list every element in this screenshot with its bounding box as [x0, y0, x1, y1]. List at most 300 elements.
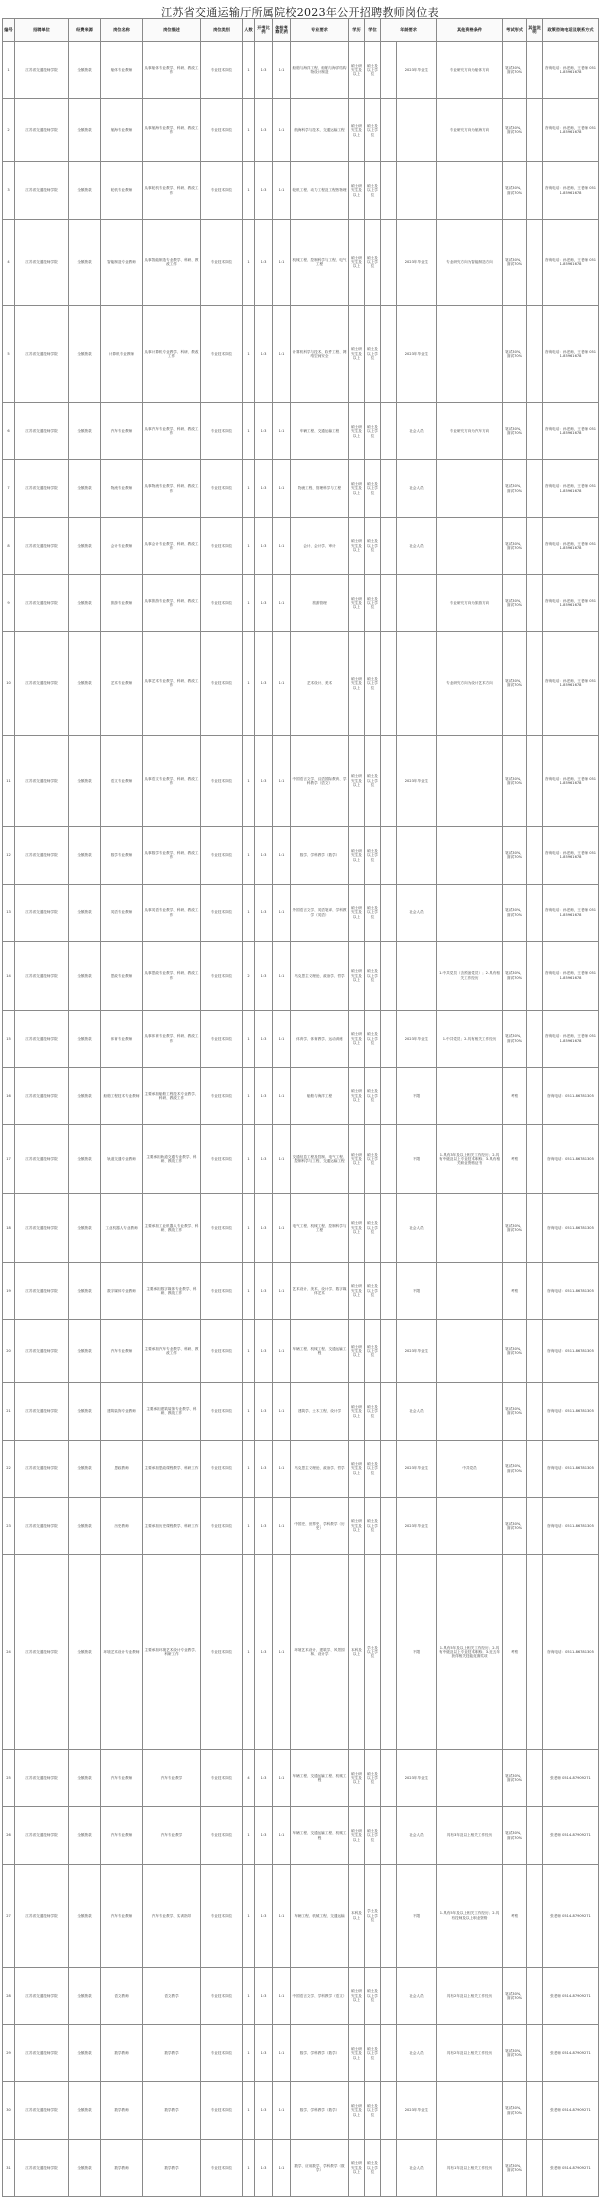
- table-cell: 张老师 0514-87909271: [543, 1807, 599, 1864]
- table-cell: 建筑学、土木工程、设计学: [291, 1383, 349, 1440]
- table-cell: 1:1: [273, 1807, 291, 1864]
- table-cell: 硕士及以上学位: [365, 884, 381, 941]
- table-cell: 社会人员: [397, 460, 437, 517]
- table-cell: 汽车专业教师: [101, 1320, 143, 1383]
- table-cell: 从事体育专业教学、科研、教改工作: [143, 1010, 201, 1067]
- table-cell: 1:1: [273, 42, 291, 99]
- table-cell: [437, 517, 503, 574]
- table-cell: 3: [3, 162, 15, 219]
- table-cell: 硕士及以上学位: [365, 1497, 381, 1554]
- table-cell: 专业技术岗位: [201, 1555, 243, 1750]
- table-cell: 语文专业教师: [101, 735, 143, 827]
- table-cell: [381, 1864, 397, 1967]
- table-cell: 笔试30%，面试70%: [503, 2139, 527, 2196]
- table-cell: 会计、会计学、审计: [291, 517, 349, 574]
- table-cell: 学士及以上学位: [365, 1864, 381, 1967]
- table-cell: 具有2年及以上相关工作经历: [437, 1967, 503, 2024]
- table-cell: 1: [243, 219, 255, 305]
- table-cell: [527, 99, 543, 162]
- table-cell: 全额拨款: [69, 1864, 101, 1967]
- table-cell: 1: [243, 2082, 255, 2139]
- table-cell: 6: [3, 403, 15, 460]
- table-cell: 数学、学科教学（数学）: [291, 2025, 349, 2082]
- table-cell: 硕士及以上学位: [365, 162, 381, 219]
- table-cell: 硕士及以上学位: [365, 2025, 381, 2082]
- table-cell: 笔试30%，面试70%: [503, 2082, 527, 2139]
- table-cell: 27: [3, 1864, 15, 1967]
- table-cell: [381, 517, 397, 574]
- table-cell: 江苏省交通技师学院: [15, 735, 69, 827]
- table-cell: 专业技术岗位: [201, 1750, 243, 1807]
- table-cell: 数学教师: [101, 2082, 143, 2139]
- table-cell: [437, 1383, 503, 1440]
- table-row: [3, 1967, 599, 2024]
- table-cell: [381, 1067, 397, 1124]
- table-cell: [381, 1807, 397, 1864]
- table-cell: 2023年毕业生: [397, 219, 437, 305]
- table-cell: 1: [243, 2139, 255, 2196]
- table-cell: 1: [243, 1555, 255, 1750]
- table-cell: 硕士研究生及以上: [349, 735, 365, 827]
- table-cell: [437, 1750, 503, 1807]
- table-cell: [381, 1497, 397, 1554]
- table-cell: 马克思主义理论、政治学、哲学: [291, 1440, 349, 1497]
- table-cell: 专业技术岗位: [201, 1497, 243, 1554]
- table-cell: 专业技术岗位: [201, 735, 243, 827]
- table-cell: [381, 403, 397, 460]
- table-cell: 硕士研究生及以上: [349, 1010, 365, 1067]
- table-cell: 思政教师: [101, 1440, 143, 1497]
- table-cell: 从事英语专业教学、科研、教改工作: [143, 884, 201, 941]
- table-cell: 1: [243, 827, 255, 884]
- table-cell: 社会人员: [397, 1967, 437, 2024]
- table-cell: 硕士及以上学位: [365, 2082, 381, 2139]
- table-cell: 咨询电话：0511-86781305: [543, 1125, 599, 1194]
- table-cell: 计算机专业教师: [101, 305, 143, 403]
- table-cell: 专业技术岗位: [201, 1010, 243, 1067]
- table-cell: 4: [243, 1750, 255, 1807]
- table-cell: 1:3: [255, 1440, 273, 1497]
- table-cell: 江苏省交通技师学院: [15, 1555, 69, 1750]
- column-header: 经费来源: [69, 19, 101, 42]
- table-cell: 从事旅游专业教学、科研、教改工作: [143, 575, 201, 632]
- table-cell: [527, 162, 543, 219]
- table-cell: 硕士研究生及以上: [349, 1440, 365, 1497]
- table-cell: 1:3: [255, 575, 273, 632]
- table-cell: 社会人员: [397, 517, 437, 574]
- table-cell: 社会人员: [397, 884, 437, 941]
- table-cell: 智能制造专业教师: [101, 219, 143, 305]
- column-header: 学历: [349, 19, 365, 42]
- table-cell: 7: [3, 460, 15, 517]
- table-cell: 1:1: [273, 941, 291, 1010]
- table-cell: 车辆工程、交通运输工程、机械工程: [291, 1807, 349, 1864]
- table-cell: 江苏省交通技师学院: [15, 1320, 69, 1383]
- table-cell: [527, 1864, 543, 1967]
- table-cell: 1:3: [255, 1383, 273, 1440]
- table-cell: 1.中共党员；2.具有相关工作经历: [437, 1010, 503, 1067]
- table-cell: 环境艺术设计、建筑学、风景园林、设计学: [291, 1555, 349, 1750]
- table-row: [3, 2082, 599, 2139]
- table-cell: 咨询电话：0511-86781305: [543, 1067, 599, 1124]
- positions-table: [2, 18, 599, 2197]
- table-cell: 硕士及以上学位: [365, 219, 381, 305]
- table-cell: 1.具有5年及以上相关工作经历；2.具有中级及以上专业技术职称；3.近五年获得相关技能竞赛奖项: [437, 1555, 503, 1750]
- table-cell: 笔试30%，面试70%: [503, 575, 527, 632]
- table-cell: 1:1: [273, 460, 291, 517]
- table-cell: 全额拨款: [69, 1010, 101, 1067]
- table-cell: 主要承担思政课程教学、科研工作: [143, 1440, 201, 1497]
- table-cell: [381, 1194, 397, 1263]
- table-cell: 1:1: [273, 1497, 291, 1554]
- table-cell: 全额拨款: [69, 1125, 101, 1194]
- table-header: [3, 19, 599, 42]
- table-cell: 专业研究方向为航海方向: [437, 99, 503, 162]
- table-cell: 笔试30%，面试70%: [503, 1750, 527, 1807]
- table-row: [3, 632, 599, 735]
- table-cell: [527, 1010, 543, 1067]
- table-cell: [381, 2139, 397, 2196]
- table-cell: 1:3: [255, 1864, 273, 1967]
- table-cell: 笔试30%，面试70%: [503, 517, 527, 574]
- table-cell: 江苏省交通技师学院: [15, 827, 69, 884]
- table-cell: [381, 827, 397, 884]
- table-cell: 1:3: [255, 632, 273, 735]
- table-cell: 硕士研究生及以上: [349, 2082, 365, 2139]
- table-cell: 30: [3, 2082, 15, 2139]
- table-cell: 1: [243, 1864, 255, 1967]
- table-cell: 硕士及以上学位: [365, 2139, 381, 2196]
- table-cell: 江苏省交通技师学院: [15, 575, 69, 632]
- table-cell: 专业技术岗位: [201, 1125, 243, 1194]
- table-cell: 1:3: [255, 1125, 273, 1194]
- table-cell: 1:1: [273, 1010, 291, 1067]
- table-cell: 硕士及以上学位: [365, 1383, 381, 1440]
- table-cell: 1:3: [255, 1067, 273, 1124]
- table-cell: 不限: [397, 1067, 437, 1124]
- table-cell: [381, 1440, 397, 1497]
- table-cell: [381, 42, 397, 99]
- table-cell: 硕士研究生及以上: [349, 1067, 365, 1124]
- table-cell: 专业技术岗位: [201, 2082, 243, 2139]
- table-cell: [527, 2139, 543, 2196]
- table-row: [3, 1440, 599, 1497]
- table-cell: 笔试30%，面试70%: [503, 827, 527, 884]
- page-title: 江苏省交通运输厅所属院校2023年公开招聘教师岗位表: [161, 6, 439, 19]
- table-cell: 张老师 0514-87909271: [543, 2082, 599, 2139]
- table-cell: 社会人员: [397, 403, 437, 460]
- table-cell: [527, 1194, 543, 1263]
- table-cell: 不限: [397, 1262, 437, 1319]
- table-cell: [381, 305, 397, 403]
- column-header: 专业要求: [291, 19, 349, 42]
- table-cell: 江苏省交通技师学院: [15, 162, 69, 219]
- table-row: [3, 1067, 599, 1124]
- table-row: [3, 1320, 599, 1383]
- table-cell: [527, 884, 543, 941]
- table-cell: [527, 1440, 543, 1497]
- table-cell: 从事会计专业教学、科研、教改工作: [143, 517, 201, 574]
- table-cell: 1: [3, 42, 15, 99]
- table-cell: 专业技术岗位: [201, 827, 243, 884]
- table-cell: 22: [3, 1440, 15, 1497]
- table-cell: [381, 941, 397, 1010]
- table-cell: 咨询电话：孙老师，王老师 0511-85961678: [543, 403, 599, 460]
- table-cell: 咨询电话：孙老师，王老师 0511-85961678: [543, 941, 599, 1010]
- table-cell: 专业技术岗位: [201, 2025, 243, 2082]
- table-cell: 硕士及以上学位: [365, 827, 381, 884]
- table-cell: 硕士研究生及以上: [349, 305, 365, 403]
- table-cell: 计算机科学与技术、软件工程、网络空间安全: [291, 305, 349, 403]
- table-cell: 1:3: [255, 1807, 273, 1864]
- table-cell: 本科及以上: [349, 1555, 365, 1750]
- table-cell: 1: [243, 1497, 255, 1554]
- table-cell: 全额拨款: [69, 162, 101, 219]
- table-cell: [437, 305, 503, 403]
- table-cell: 1:1: [273, 1125, 291, 1194]
- table-cell: 咨询电话：孙老师，王老师 0511-85961678: [543, 162, 599, 219]
- table-cell: [437, 1262, 503, 1319]
- table-cell: 从事船体专业教学、科研、教改工作: [143, 42, 201, 99]
- table-cell: [381, 1320, 397, 1383]
- table-cell: 汽车专业教师: [101, 1750, 143, 1807]
- table-cell: 全额拨款: [69, 1320, 101, 1383]
- table-cell: [527, 1262, 543, 1319]
- table-cell: 硕士研究生及以上: [349, 1807, 365, 1864]
- table-cell: 1:1: [273, 2082, 291, 2139]
- table-cell: 1: [243, 403, 255, 460]
- table-cell: 专业技术岗位: [201, 517, 243, 574]
- table-row: [3, 1010, 599, 1067]
- table-cell: 1:1: [273, 1750, 291, 1807]
- table-cell: 咨询电话：孙老师，王老师 0511-85961678: [543, 305, 599, 403]
- table-row: [3, 99, 599, 162]
- table-cell: 车辆工程、机械工程、交通运输工程: [291, 1320, 349, 1383]
- table-cell: 硕士研究生及以上: [349, 403, 365, 460]
- table-cell: 1.具有3年及以上相关工作经历；2.具有中级及以上专业技术职称；3.具有相关职业资格证书: [437, 1125, 503, 1194]
- table-cell: 2023年毕业生: [397, 1320, 437, 1383]
- table-cell: 江苏省交通技师学院: [15, 42, 69, 99]
- table-cell: 船舶工程技术专业教师: [101, 1067, 143, 1124]
- column-header: 招聘单位: [15, 19, 69, 42]
- table-cell: 1:3: [255, 162, 273, 219]
- table-cell: 不限: [397, 1125, 437, 1194]
- table-cell: 英语专业教师: [101, 884, 143, 941]
- table-cell: 物流工程、管理科学与工程: [291, 460, 349, 517]
- table-cell: 17: [3, 1125, 15, 1194]
- table-cell: [381, 1750, 397, 1807]
- table-cell: [527, 1750, 543, 1807]
- table-cell: 5: [3, 305, 15, 403]
- table-cell: 笔试30%，面试70%: [503, 403, 527, 460]
- table-cell: 江苏省交通技师学院: [15, 403, 69, 460]
- table-cell: 不限: [397, 1555, 437, 1750]
- table-cell: 硕士研究生及以上: [349, 517, 365, 574]
- table-cell: [527, 735, 543, 827]
- table-cell: 硕士及以上学位: [365, 99, 381, 162]
- table-cell: 1: [243, 1383, 255, 1440]
- table-cell: [381, 1010, 397, 1067]
- table-cell: 咨询电话：孙老师，王老师 0511-85961678: [543, 517, 599, 574]
- table-cell: 社会人员: [397, 1194, 437, 1263]
- table-cell: 2023年毕业生: [397, 42, 437, 99]
- table-cell: 硕士研究生及以上: [349, 632, 365, 735]
- table-cell: 江苏省交通技师学院: [15, 632, 69, 735]
- table-cell: 咨询电话：孙老师，王老师 0511-85961678: [543, 99, 599, 162]
- table-cell: 艺术专业教师: [101, 632, 143, 735]
- table-cell: 1:1: [273, 2139, 291, 2196]
- table-cell: 硕士研究生及以上: [349, 2025, 365, 2082]
- table-row: [3, 403, 599, 460]
- table-cell: 轮机工程、动力工程及工程热物理: [291, 162, 349, 219]
- table-row: [3, 2025, 599, 2082]
- table-cell: 旅游管理: [291, 575, 349, 632]
- table-cell: 1: [243, 460, 255, 517]
- table-cell: 笔试30%，面试70%: [503, 1320, 527, 1383]
- table-cell: 专业技术岗位: [201, 403, 243, 460]
- table-cell: 2023年毕业生: [397, 1750, 437, 1807]
- table-cell: 社会人员: [397, 2025, 437, 2082]
- table-cell: 笔试30%，面试70%: [503, 460, 527, 517]
- table-cell: 数学教学: [143, 2139, 201, 2196]
- table-cell: 1:3: [255, 735, 273, 827]
- table-cell: 1:3: [255, 827, 273, 884]
- table-cell: 25: [3, 1750, 15, 1807]
- table-cell: 硕士研究生及以上: [349, 99, 365, 162]
- table-cell: 硕士研究生及以上: [349, 42, 365, 99]
- table-cell: 1:3: [255, 517, 273, 574]
- table-cell: [381, 735, 397, 827]
- table-cell: 1:1: [273, 632, 291, 735]
- table-row: [3, 2139, 599, 2196]
- table-cell: 汽车专业教学: [143, 1807, 201, 1864]
- table-cell: 江苏省交通技师学院: [15, 460, 69, 517]
- table-cell: 汽车专业教学: [143, 1750, 201, 1807]
- table-cell: 专业技术岗位: [201, 1807, 243, 1864]
- table-cell: 1:3: [255, 1967, 273, 2024]
- table-cell: 数学教学: [143, 2025, 201, 2082]
- table-cell: [397, 99, 437, 162]
- table-cell: 从事轮机专业教学、科研、教改工作: [143, 162, 201, 219]
- table-cell: 硕士及以上学位: [365, 305, 381, 403]
- table-cell: 2023年毕业生: [397, 305, 437, 403]
- table-cell: 汽车专业教学、实训指导: [143, 1864, 201, 1967]
- table-cell: 轮机专业教师: [101, 162, 143, 219]
- table-cell: 具有2年及以上相关工作经历: [437, 2025, 503, 2082]
- table-cell: 笔试30%，面试70%: [503, 1807, 527, 1864]
- table-cell: 硕士及以上学位: [365, 1125, 381, 1194]
- table-cell: 从事语文专业教学、科研、教改工作: [143, 735, 201, 827]
- table-cell: 主要承担建筑装饰专业教学、科研、教改工作: [143, 1383, 201, 1440]
- table-cell: 咨询电话：0511-86781305: [543, 1383, 599, 1440]
- table-cell: 1:1: [273, 1555, 291, 1750]
- table-cell: 硕士及以上学位: [365, 1440, 381, 1497]
- table-cell: 专业技术岗位: [201, 162, 243, 219]
- table-cell: 专业技术岗位: [201, 1067, 243, 1124]
- table-cell: 专业技术岗位: [201, 99, 243, 162]
- table-cell: 考察: [503, 1067, 527, 1124]
- table-cell: 1: [243, 735, 255, 827]
- table-row: [3, 517, 599, 574]
- table-cell: [527, 2025, 543, 2082]
- table-cell: 从事艺术专业教学、科研、教改工作: [143, 632, 201, 735]
- table-cell: [381, 2082, 397, 2139]
- table-cell: 1:1: [273, 1440, 291, 1497]
- table-cell: 笔试30%，面试70%: [503, 219, 527, 305]
- table-row: [3, 735, 599, 827]
- table-cell: 张老师 0514-87909271: [543, 1967, 599, 2024]
- table-cell: 笔试30%，面试70%: [503, 1383, 527, 1440]
- table-cell: [527, 1807, 543, 1864]
- table-cell: 全额拨款: [69, 517, 101, 574]
- table-cell: 船舶与海洋工程: [291, 1067, 349, 1124]
- table-cell: 江苏省交通技师学院: [15, 305, 69, 403]
- table-cell: 全额拨款: [69, 305, 101, 403]
- table-cell: 张老师 0514-87909271: [543, 1750, 599, 1807]
- column-header: 学位: [365, 19, 381, 42]
- table-cell: 1:3: [255, 1320, 273, 1383]
- table-cell: 专业技术岗位: [201, 42, 243, 99]
- table-cell: 社会人员: [397, 1383, 437, 1440]
- table-cell: 专业技术岗位: [201, 575, 243, 632]
- table-cell: 硕士及以上学位: [365, 42, 381, 99]
- table-cell: 咨询电话：孙老师，王老师 0511-85961678: [543, 460, 599, 517]
- column-header: 考试形式: [503, 19, 527, 42]
- table-cell: 10: [3, 632, 15, 735]
- table-cell: 全额拨款: [69, 1967, 101, 2024]
- table-cell: 主要承担环境艺术设计专业教学、科研工作: [143, 1555, 201, 1750]
- table-cell: 全额拨款: [69, 2139, 101, 2196]
- table-cell: 张老师 0514-87909271: [543, 2025, 599, 2082]
- table-cell: 硕士研究生及以上: [349, 1497, 365, 1554]
- table-cell: 江苏省交通技师学院: [15, 1383, 69, 1440]
- table-cell: 硕士及以上学位: [365, 941, 381, 1010]
- table-cell: 汽车专业教师: [101, 1864, 143, 1967]
- table-row: [3, 460, 599, 517]
- table-cell: 1.具有5年及以上相关工作经历；2.具有技师及以上职业资格: [437, 1864, 503, 1967]
- table-row: [3, 941, 599, 1010]
- table-cell: 笔试30%，面试70%: [503, 1440, 527, 1497]
- table-cell: 1: [243, 1125, 255, 1194]
- table-cell: 笔试30%，面试70%: [503, 941, 527, 1010]
- table-cell: 24: [3, 1555, 15, 1750]
- table-cell: 1:1: [273, 1194, 291, 1263]
- table-cell: 专业技术岗位: [201, 1262, 243, 1319]
- table-cell: 全额拨款: [69, 1383, 101, 1440]
- table-cell: 全额拨款: [69, 1497, 101, 1554]
- table-cell: [381, 219, 397, 305]
- table-cell: 硕士及以上学位: [365, 517, 381, 574]
- table-cell: 笔试30%，面试70%: [503, 1967, 527, 2024]
- table-cell: 数学、应用数学、学科教学（数学）: [291, 2139, 349, 2196]
- table-cell: 旅游专业教师: [101, 575, 143, 632]
- table-cell: 硕士研究生及以上: [349, 941, 365, 1010]
- table-cell: 全额拨款: [69, 575, 101, 632]
- table-cell: 专业研究方向为设计艺术方向: [437, 632, 503, 735]
- table-cell: 1:3: [255, 1497, 273, 1554]
- table-row: [3, 1807, 599, 1864]
- table-cell: 咨询电话：孙老师，王老师 0511-85961678: [543, 575, 599, 632]
- table-cell: [437, 884, 503, 941]
- table-cell: [381, 632, 397, 735]
- table-cell: [527, 575, 543, 632]
- table-cell: 笔试30%，面试70%: [503, 99, 527, 162]
- table-cell: 硕士及以上学位: [365, 1750, 381, 1807]
- table-cell: 江苏省交通技师学院: [15, 1194, 69, 1263]
- table-cell: [381, 1967, 397, 2024]
- table-cell: 1:1: [273, 517, 291, 574]
- table-cell: 环境艺术设计专业教师: [101, 1555, 143, 1750]
